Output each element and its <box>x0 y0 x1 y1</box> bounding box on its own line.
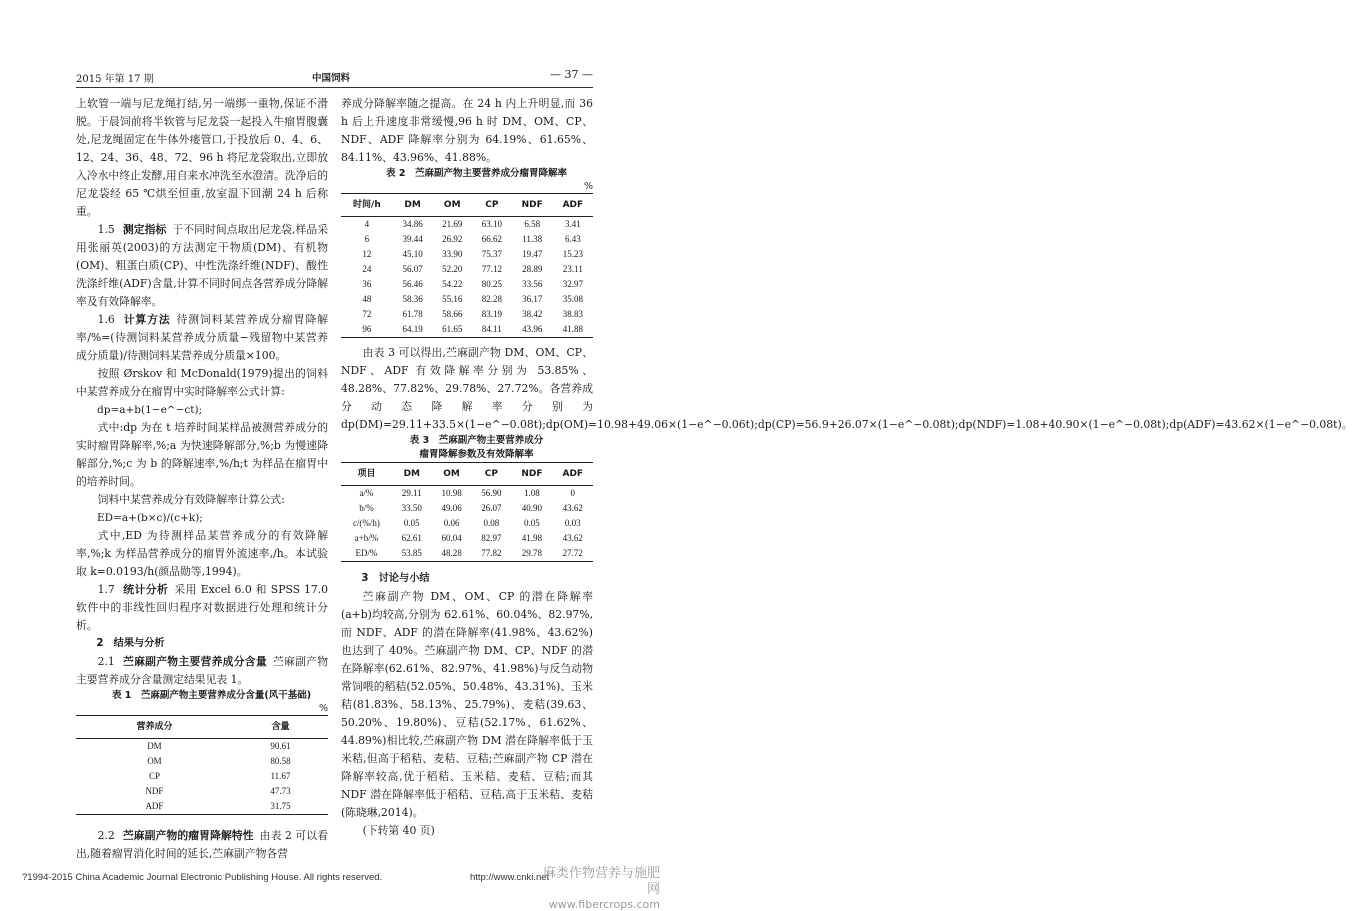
table-cell: 48 <box>362 294 372 304</box>
table-row <box>341 232 593 247</box>
table-row <box>341 307 593 322</box>
table2-caption: 表 2 苎麻副产物主要营养成分瘤胃降解率 <box>386 168 567 179</box>
table-cell: b/% <box>359 503 374 513</box>
table-row <box>341 217 593 233</box>
table-cell: 28.89 <box>522 264 543 274</box>
section-2-heading: 2 结果与分析 <box>96 638 165 649</box>
section-number: 1.7 <box>97 583 115 596</box>
section-title: 计算方法 <box>122 313 171 326</box>
table3-caption-line2: 瘤胃降解参数及有效降解率 <box>419 449 534 460</box>
table-cell: 6.43 <box>565 234 581 244</box>
table-cell: 31.75 <box>270 801 291 811</box>
column-header: NDF <box>521 200 543 210</box>
table-cell: 33.50 <box>401 503 422 513</box>
table1 <box>76 715 328 815</box>
footer-url: http://www.cnki.net <box>470 872 550 883</box>
column-header: CP <box>485 200 499 210</box>
table-cell: 11.67 <box>270 771 291 781</box>
table-cell: 19.47 <box>522 249 543 259</box>
column-header: DM <box>403 469 420 479</box>
table-cell: 60.04 <box>441 533 462 543</box>
table-cell: 63.10 <box>481 219 502 229</box>
table-cell: 75.37 <box>481 249 502 259</box>
table-cell: 47.73 <box>270 786 291 796</box>
orskov-paragraph: 按照 Ørskov 和 McDonald(1979)提出的饲料中某营养成分在瘤胃中实时降解率公式计算: <box>76 367 328 398</box>
column-header: DM <box>404 200 421 210</box>
table-cell: 38.83 <box>562 309 584 319</box>
section-text: 由表 2 可以看出,随着瘤胃消化时间的延长,苎麻副产物各营 <box>76 829 329 860</box>
section-title: 苎麻副产物主要营养成分含量 <box>122 655 267 668</box>
watermark-line2: www.fibercrops.com <box>548 898 660 911</box>
column-header: OM <box>443 469 460 479</box>
table-row <box>341 501 593 516</box>
table-cell: 45.10 <box>402 249 423 259</box>
table-cell: OM <box>147 756 162 766</box>
table-cell: 96 <box>362 324 372 334</box>
table-cell: 62.61 <box>401 533 422 543</box>
table-cell: 58.36 <box>402 294 423 304</box>
table-cell: 0.05 <box>403 518 420 528</box>
table-cell: 66.62 <box>481 234 502 244</box>
section-1-7 <box>76 581 328 635</box>
table-cell: 10.98 <box>441 488 462 498</box>
table-cell: 0.08 <box>483 518 500 528</box>
table-cell: c/(%/h) <box>352 518 380 528</box>
degradation-paragraph-continued: 养成分降解率随之提高。在 24 h 内上升明显,而 36 h 后上升速度非常缓慢,96 h 时 DM、OM、CP、NDF、ADF 降解率分别为 64.19%、61.65%、84.11%、43.96%、41.88%。 <box>341 97 593 164</box>
table3-caption-line1: 表 3 苎麻副产物主要营养成分 <box>409 435 544 446</box>
formula-definitions-1: 式中:dp 为在 t 培养时间某样品被测营养成分的实时瘤胃降解率,%;a 为快速降解部分,%;b 为慢速降解部分,%;c 为 b 的降解速率,%/h;t 为样品在瘤胃中的培养时间。 <box>76 421 328 488</box>
column-header: NDF <box>521 469 543 479</box>
table-cell: 53.85 <box>401 548 422 558</box>
table1-caption: 表 1 苎麻副产物主要营养成分含量(风干基础) <box>111 690 312 701</box>
table-row <box>76 739 328 755</box>
table-cell: 4 <box>364 219 370 229</box>
table-cell: 72 <box>362 309 372 319</box>
table-cell: NDF <box>145 786 164 796</box>
table-row <box>341 292 593 307</box>
watermark-line1: 麻类作物营养与施肥网 <box>542 866 660 897</box>
table-cell: 24 <box>362 264 372 274</box>
issue-label: 2015 年第 17 期 <box>76 74 154 85</box>
section-1-6 <box>76 311 328 365</box>
table-cell: 43.96 <box>522 324 543 334</box>
table2-unit: % <box>583 181 593 192</box>
table-cell: ADF <box>145 801 164 811</box>
table-cell: 61.78 <box>402 309 423 319</box>
table-row <box>341 262 593 277</box>
table-cell: 1.08 <box>524 488 540 498</box>
table-row <box>341 531 593 546</box>
table-cell: 41.98 <box>521 533 543 543</box>
table-cell: 58.66 <box>442 309 463 319</box>
table-cell: 56.90 <box>481 488 502 498</box>
column-header: 含量 <box>271 722 290 732</box>
table-cell: 48.28 <box>441 548 462 558</box>
table-cell: 43.62 <box>562 533 583 543</box>
table-cell: 0.06 <box>443 518 460 528</box>
table-cell: 61.65 <box>442 324 463 334</box>
section-2-2 <box>76 827 328 863</box>
table-cell: 0.03 <box>564 518 581 528</box>
table-row <box>76 799 328 815</box>
section-title: 测定指标 <box>122 223 167 236</box>
table-cell: 82.97 <box>481 533 502 543</box>
formula-definitions-2: 式中,ED 为待测样品某营养成分的有效降解率,%;k 为样品营养成分的瘤胃外流速率,/h。本试验取 k=0.0193/h(颜品勋等,1994)。 <box>76 529 328 578</box>
column-header: ADF <box>562 469 584 479</box>
section-title: 苎麻副产物的瘤胃降解特性 <box>122 829 254 842</box>
journal-name: 中国饲料 <box>312 73 351 84</box>
table-cell: 11.38 <box>522 234 543 244</box>
table-row <box>76 784 328 799</box>
table-cell: a/% <box>359 488 374 498</box>
table-cell: 83.19 <box>481 309 502 319</box>
watermark <box>532 866 660 911</box>
table-cell: 15.23 <box>562 249 584 259</box>
table-row <box>341 277 593 292</box>
column-header: CP <box>484 469 498 479</box>
section-number: 2.1 <box>97 655 115 668</box>
table1-unit: % <box>318 703 328 714</box>
table-cell: 80.25 <box>481 279 502 289</box>
table3 <box>341 462 593 562</box>
section-text: 于不同时间点取出尼龙袋,样品采用张丽英(2003)的方法测定干物质(DM)、有机物(OM)、粗蛋白质(CP)、中性洗涤纤维(NDF)、酸性洗涤纤维(ADF)含量,计算不同时间点各营养成分降解率及有效降解率。 <box>76 223 329 308</box>
table-cell: 23.11 <box>562 264 583 274</box>
table3-discussion-paragraph: 由表 3 可以得出,苎麻副产物 DM、OM、CP、NDF、ADF 有效降解率分别为 53.85%、48.28%、77.82%、29.78%、27.72%。各营养成分动态降解率分别为 dp(DM)=29.11+33.5×(1−e^−0.08t);dp(OM)=10.98+49.06×(1−e^−0.06t);dp(CP)=56.9+26.07×(1−e^−0.08t);dp(NDF)=1.08+40.90×(1−e^−0.08t);dp(ADF)=43.62×(1−e^−0.08t)。 <box>341 346 1353 431</box>
section-1-5 <box>76 221 328 311</box>
table-cell: 77.12 <box>481 264 502 274</box>
section-text: 采用 Excel 6.0 和 SPSS 17.0 软件中的非线性回归程序对数据进行处理和统计分析。 <box>76 583 329 632</box>
table-cell: 21.69 <box>442 219 463 229</box>
table-cell: 84.11 <box>481 324 502 334</box>
table-cell: 56.46 <box>402 279 423 289</box>
table-cell: 43.62 <box>562 503 583 513</box>
table-cell: 49.06 <box>441 503 462 513</box>
formula-ed: ED=a+(b×c)/(c+k); <box>97 512 203 524</box>
table-cell: 80.58 <box>270 756 291 766</box>
table-cell: 56.07 <box>402 264 423 274</box>
table2 <box>341 193 593 338</box>
table-cell: 90.61 <box>270 741 291 751</box>
header-rule <box>76 87 593 88</box>
table-cell: 77.82 <box>481 548 502 558</box>
section-number: 1.5 <box>97 223 115 236</box>
discussion-paragraph: 苎麻副产物 DM、OM、CP 的潜在降解率(a+b)均较高,分别为 62.61%、60.04%、82.97%,而 NDF、ADF 的潜在降解率(41.98%、43.62%)也达到了 40%。苎麻副产物 DM、CP、NDF 的潜在降解率(62.61%、82.97%、41.98%)与反刍动物常饲喂的稻秸(52.05%、50.48%、43.31%)、玉米秸(81.83%、58.13%、25.79%)、麦秸(39.63、50.20%、19.80%)、豆秸(52.17%、61.62%、44.89%)相比较,苎麻副产物 DM 潜在降解率低于玉米秸,但高于稻秸、麦秸、豆秸;苎麻副产物 CP 潜在降解率较高,优于稻秸、玉米秸、麦秸、豆秸;而其 NDF 潜在降解率低于稻秸、豆秸,高于玉米秸、麦秸(陈晓琳,2014)。 <box>341 590 593 819</box>
table-cell: 26.92 <box>442 234 463 244</box>
section-3-heading: 3 讨论与小结 <box>361 573 430 584</box>
table-cell: 26.07 <box>481 503 502 513</box>
column-header: 营养成分 <box>136 722 173 732</box>
table-cell: 41.88 <box>562 324 584 334</box>
table-cell: 34.86 <box>402 219 423 229</box>
table-cell: 52.20 <box>442 264 463 274</box>
table-cell: 0.05 <box>524 518 540 528</box>
section-number: 1.6 <box>97 313 115 326</box>
table-cell: 39.44 <box>402 234 423 244</box>
table-cell: 54.22 <box>442 279 463 289</box>
table-cell: 12 <box>362 249 372 259</box>
section-text: 苎麻副产物主要营养成分含量测定结果见表 1。 <box>76 655 329 686</box>
table-cell: 29.11 <box>401 488 422 498</box>
table-row <box>76 769 328 784</box>
table-cell: 29.78 <box>521 548 543 558</box>
table-row <box>341 486 593 502</box>
table-cell: 3.41 <box>565 219 581 229</box>
table-cell: 38.42 <box>522 309 543 319</box>
table-cell: CP <box>148 771 160 781</box>
table-header-row <box>341 463 593 486</box>
section-number: 2.2 <box>97 829 115 842</box>
table-cell: 36 <box>362 279 372 289</box>
table-cell: 32.97 <box>562 279 584 289</box>
section-title: 统计分析 <box>122 583 169 596</box>
table-cell: 82.28 <box>481 294 502 304</box>
table-cell: 55.16 <box>442 294 463 304</box>
table-row <box>341 546 593 562</box>
table-row <box>341 322 593 338</box>
column-header: 项目 <box>357 469 376 479</box>
continued-note: (下转第 40 页) <box>362 824 435 837</box>
section-2-1 <box>76 653 328 689</box>
copyright-notice: ?1994-2015 China Academic Journal Electronic Publishing House. All rights reserved. <box>22 872 383 883</box>
effective-degradation-paragraph: 饲料中某营养成分有效降解率计算公式: <box>97 493 285 506</box>
left-column <box>76 95 328 863</box>
table-header-row <box>341 194 593 217</box>
table-row <box>341 247 593 262</box>
table-cell: ED/% <box>355 548 378 558</box>
column-header: 时间/h <box>353 200 381 210</box>
running-header <box>76 70 593 88</box>
formula-dp: dp=a+b(1−e^−ct); <box>97 404 203 416</box>
right-column <box>341 95 1353 840</box>
table-cell: DM <box>147 741 162 751</box>
table-cell: 64.19 <box>402 324 423 334</box>
table-cell: 33.90 <box>442 249 463 259</box>
table-cell: 6 <box>364 234 370 244</box>
table-cell: 33.56 <box>522 279 543 289</box>
page-number: — 37 — <box>550 68 593 81</box>
table-cell: 6.58 <box>524 219 541 229</box>
table-header-row <box>76 716 328 739</box>
table-cell: 0 <box>570 488 576 498</box>
table-cell: 27.72 <box>562 548 583 558</box>
table-row <box>76 754 328 769</box>
table-cell: 35.08 <box>562 294 584 304</box>
column-header: ADF <box>562 200 584 210</box>
method-paragraph-continued: 上软管一端与尼龙绳打结,另一端绑一重物,保证不滑脱。于晨饲前将半软管与尼龙袋一起投入牛瘤胃腹囊处,尼龙绳固定在牛体外瘘管口,于投放后 0、4、6、12、24、36、48、72、96 h 将尼龙袋取出,立即放入冷水中终止发酵,用自来水冲洗至水澄清。洗净后的尼龙袋经 65 ℃烘至恒重,放室温下回潮 24 h 后称重。 <box>76 97 328 218</box>
table-row <box>341 516 593 531</box>
table-cell: 40.90 <box>521 503 543 513</box>
table-cell: a+b/% <box>354 533 379 543</box>
section-text: 待测饲料某营养成分瘤胃降解率/%=(待测饲料某营养成分质量−残留物中某营养成分质量)/待测饲料某营养成分质量×100。 <box>76 313 329 362</box>
table-cell: 36.17 <box>522 294 543 304</box>
column-header: OM <box>443 200 461 210</box>
